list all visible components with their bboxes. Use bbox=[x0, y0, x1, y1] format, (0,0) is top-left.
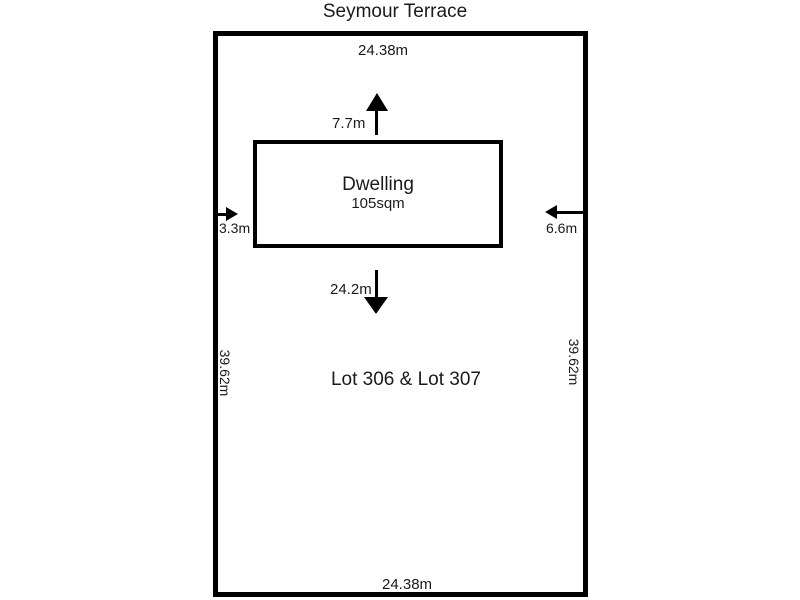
right-setback-label: 6.6m bbox=[546, 220, 578, 236]
dwelling-label: Dwelling bbox=[342, 173, 414, 195]
property-boundary bbox=[213, 31, 588, 597]
dwelling-area-label: 105sqm bbox=[351, 195, 405, 213]
arrow-up-head bbox=[366, 93, 388, 111]
street-name-label: Seymour Terrace bbox=[322, 1, 468, 22]
rear-setback-label: 24.2m bbox=[330, 281, 372, 298]
boundary-right-dimension: 39.62m bbox=[566, 338, 582, 386]
front-setback-label: 7.7m bbox=[332, 115, 366, 132]
dwelling-outline bbox=[253, 140, 503, 248]
arrow-down-shaft bbox=[375, 270, 378, 299]
arrow-right-head bbox=[226, 207, 238, 221]
lot-label: Lot 306 & Lot 307 bbox=[330, 369, 481, 390]
boundary-top-dimension: 24.38m bbox=[358, 42, 409, 59]
arrow-left-head bbox=[545, 205, 557, 219]
arrow-up-shaft bbox=[375, 108, 378, 135]
arrow-left-shaft bbox=[557, 211, 583, 214]
boundary-left-dimension: 39.62m bbox=[217, 349, 233, 397]
arrow-down-head bbox=[364, 297, 388, 314]
boundary-bottom-dimension: 24.38m bbox=[382, 576, 433, 593]
left-setback-label: 3.3m bbox=[219, 220, 251, 236]
